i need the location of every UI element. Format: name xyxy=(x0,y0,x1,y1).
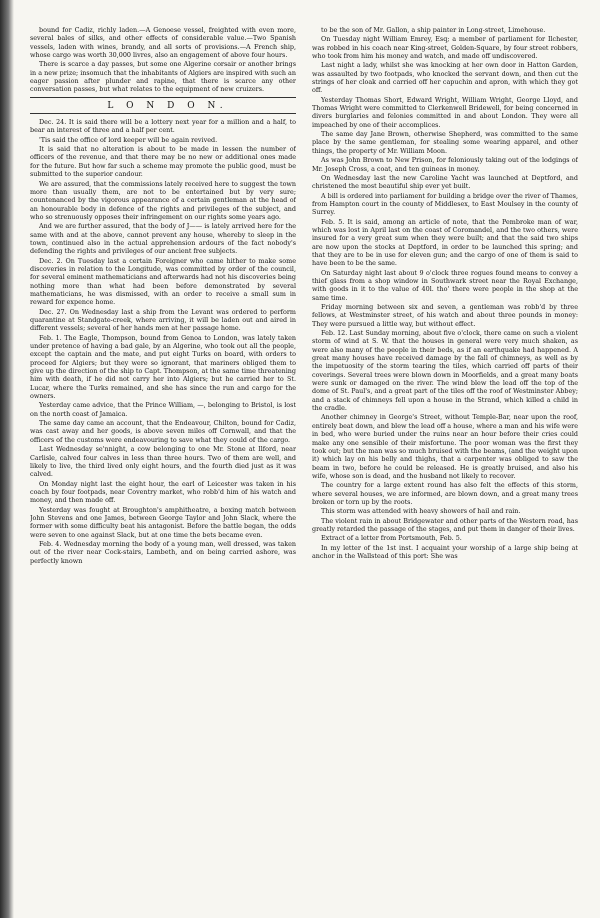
article-paragraph: Feb. 4. Wednesday morning the body of a young man, well dressed, was taken out of the river near Cock-stairs, Lambeth, and on being carried ashore, was perfectly known xyxy=(30,539,296,565)
article-paragraph: The same day came an account, that the Endeavour, Chilton, bound for Cadiz, was cast away and her goods, is above seven miles off Cornwall, and that the officers of the customs were endeavouring to save what they could of the cargo. xyxy=(30,419,296,444)
text-columns xyxy=(30,26,578,886)
article-paragraph: Friday morning between six and seven, a gentleman was robb'd by three fellows, at Westminster street, of his watch and about three pounds in money: They were pursued a little way, but without effect. xyxy=(312,303,578,328)
heading-rule xyxy=(30,113,296,114)
article-paragraph: There is scarce a day passes, but some one Algerine corsair or another brings in a new prize; insomuch that the inhabitants of Algiers are inspired with such an eager passion after plunder and rapine, that there is scarce any other conversation passes, but what relates to the equipment of new cruizers. xyxy=(30,60,296,94)
article-paragraph: Yesterday was fought at Broughton's amphitheatre, a boxing match between John Stevens and one James, between George Taylor and John Slack, where the former with some difficulty beat his antagonist. Before the battle began, the odds were seven to one against Slack, but at one time the bets became even. xyxy=(30,505,296,539)
column-rule xyxy=(30,97,296,98)
article-paragraph: Another chimney in George's Street, without Temple-Bar, near upon the roof, entirely beat down, and blew the lead off a house, where a man and his wife were in bed, who were buried under the ruins near an hour before their cries could make any one sensible of their misfortune. The poor woman was the first they took out; but the man was so much bruised with the beams, (and the weight upon it) which lay on his belly and thighs, that a carpenter was obliged to saw the beam in two, before he could be released. He is greatly bruised, and also his wife, whose son is dead, and the husband not likely to recover. xyxy=(312,413,578,480)
article-paragraph: The same day Jane Brown, otherwise Shepherd, was committed to the same place by the same gentleman, for stealing some wearing apparel, and other things, the property of Mr. William Moon. xyxy=(312,130,578,155)
article-paragraph: Last night a lady, whilst she was knocking at her own door in Hatton Garden, was assaulted by two footpads, who knocked the servant down, and then cut the strings of her cloak and carried off her capuchin and apron, with which they got off. xyxy=(312,61,578,95)
article-paragraph: The violent rain in about Bridgewater and other parts of the Western road, has greatly retarded the passage of the stages, and put them in danger of their lives. xyxy=(312,516,578,533)
section-heading: L O N D O N. xyxy=(107,100,228,111)
left-column xyxy=(30,26,296,886)
article-paragraph: 'Tis said the office of lord keeper will be again revived. xyxy=(39,135,218,144)
article-paragraph: Dec. 2. On Tuesday last a certain Foreigner who came hither to make some discoveries in relation to the Longitude, was committed by order of the council, for several eminent mathematicians and afterwards had not his discoveries being nothing more than what had been before demonstrated by several mathematicians, he was dismissed, with an order to receive a small sum in reward for expence home. xyxy=(30,256,296,307)
article-paragraph: A bill is ordered into parliament for building a bridge over the river of Thames, from Hampton court in the county of Middlesex, to East Moulsey in the county of Surrey. xyxy=(312,191,578,217)
article-paragraph: Extract of a letter from Portsmouth, Feb. 5. xyxy=(321,534,462,543)
london-news-section xyxy=(30,118,296,565)
article-paragraph: This storm was attended with heavy showers of hail and rain. xyxy=(321,507,521,516)
article-paragraph: Yesterday Thomas Short, Edward Wright, William Wright, George Lloyd, and Thomas Wright were committed to Clerkenwell Bridewell, for being concerned in divers burglaries and felonies committed in and about London. They were all impeached by one of their accomplices. xyxy=(312,95,578,129)
article-paragraph: We are assured, that the commissions lately received here to suggest the town more than usually them, are not to be entertained but by very sure; countenanced by the vigorous appearance of a certain gentleman at the head of an honourable body in defence of the rights and privileges of the subject, and who so strenuously opposes their infringement on our rights some years ago. xyxy=(30,179,296,221)
article-paragraph: On Monday night last the eight hour, the earl of Leicester was taken in his coach by four footpads, near Coventry market, who robb'd him of his watch and money, and then made off. xyxy=(30,479,296,505)
right-column xyxy=(312,26,578,886)
article-paragraph: Feb. 12. Last Sunday morning, about five o'clock, there came on such a violent storm of wind at S. W. that the houses in general were very much shaken, as were also many of the people in their beds, as if an earthquake had happened. A great many houses have received damage by the fall of chimneys, as well as by the impetuosity of the storm tearing the tiles, which carried off parts of their coverings. Several trees were blown down in Moorfields, and a great many boats were sunk or damaged on the river. The wind blew the lead off the top of the dome of St. Paul's, and a great part of the tiles off the roof of Westminster Abbey; and a stack of chimneys fell upon a house in the Strand, which killed a child in the cradle. xyxy=(312,329,578,413)
article-paragraph: As was John Brown to New Prison, for feloniously taking out of the lodgings of Mr. Joseph Cross, a coat, and ten guineas in money. xyxy=(312,156,578,173)
article-paragraph: And we are further assured, that the body of J—— is lately arrived here for the same with and at the above, cannot prevent any house, whereby to sleep in the town, continued also in the actual apprehension ardours of the fact nobody's defending the rights and privileges of our ancient free subjects. xyxy=(30,222,296,256)
article-paragraph: bound for Cadiz, richly laden.—A Genoese vessel, freighted with even more, several bales of silks, and other effects of considerable value.—Two Spanish vessels, laden with wines, brandy, and all sorts of provisions.—A French ship, whose cargo was worth 30,000 livres, also an engagement of above four hours. xyxy=(30,26,296,60)
right-news-section xyxy=(312,26,578,560)
foreign-news-section xyxy=(30,26,296,94)
article-paragraph: On Saturday night last about 9 o'clock three rogues found means to convey a thief glass from a shop window in Southwark street near the Royal Exchange, with goods in it to the value of 40l. tho' there were people in the shop at the same time. xyxy=(312,268,578,302)
article-paragraph: Yesterday came advice, that the Prince William, —, belonging to Bristol, is lost on the north coast of Jamaica. xyxy=(30,401,296,418)
article-paragraph: It is said that no alteration is about to be made in lessen the number of officers of the revenue, and that there may be no new or additional ones made for the future. But how far such a scheme may promote the public good, must be submitted to the superior candour. xyxy=(30,145,296,179)
article-paragraph: Dec. 27. On Wednesday last a ship from the Levant was ordered to perform quarantine at Standgate-creek, where arriving, it will be laden out and aired in different vessels; several of her hands men at her passage home. xyxy=(30,307,296,333)
article-paragraph: Last Wednesday se'nnight, a cow belonging to one Mr. Stone at Ilford, near Carlisle, calved four calves in less than three hours. Two of them are well, and likely to live, the third lived only eight hours, and the fourth died just as it was calved. xyxy=(30,445,296,479)
article-paragraph: On Wednesday last the new Caroline Yacht was launched at Deptford, and christened the most beautiful ship ever yet built. xyxy=(312,173,578,191)
article-paragraph: On Tuesday night William Emrey, Esq; a member of parliament for Ilchester, was robbed in his coach near King-street, Golden-Square, by four street robbers, who took from him his money and watch, and made off undiscovered. xyxy=(312,35,578,61)
article-paragraph: Feb. 1. The Eagle, Thompson, bound from Genoa to London, was lately taken under pretence of having a bad gale, by an Algerine, who took out all the people, except the captain and the mate, and put eight Turks on board, with orders to proceed for Algiers; but they were so ignorant, that mariners obliged them to give up the direction of the ship to Capt. Thompson, at the same time threatening him with death, if he did not carry her into Algiers; but he carried her to St. Lucar, where the Turks remained, and she has since the run and cargo for the owners. xyxy=(30,333,296,401)
article-paragraph: Dec. 24. It is said there will be a lottery next year for a million and a half, to bear an interest of three and a half per cent. xyxy=(30,118,296,135)
article-paragraph: The country for a large extent round has also felt the effects of this storm, where several houses, we are informed, are blown down, and a great many trees broken or torn up by the roots. xyxy=(312,481,578,506)
article-paragraph: In my letter of the 1st inst. I acquaint your worship of a large ship being at anchor in the Wallstead of this port: She was xyxy=(312,543,578,560)
article-paragraph: Feb. 5. It is said, among an article of note, that the Pembroke man of war, which was lost in April last on the coast of Coromandel, and the two others, were insured for a very great sum when they were built; and that the said two ships are now upon the stocks at Deptford, in order to be launched this spring; and that they are to be in use for eleven gun; and the cargo of one of them is said to have been to be the same. xyxy=(312,217,578,268)
article-paragraph: to be the son of Mr. Gallon, a ship painter in Long-street, Limehouse. xyxy=(321,26,546,34)
